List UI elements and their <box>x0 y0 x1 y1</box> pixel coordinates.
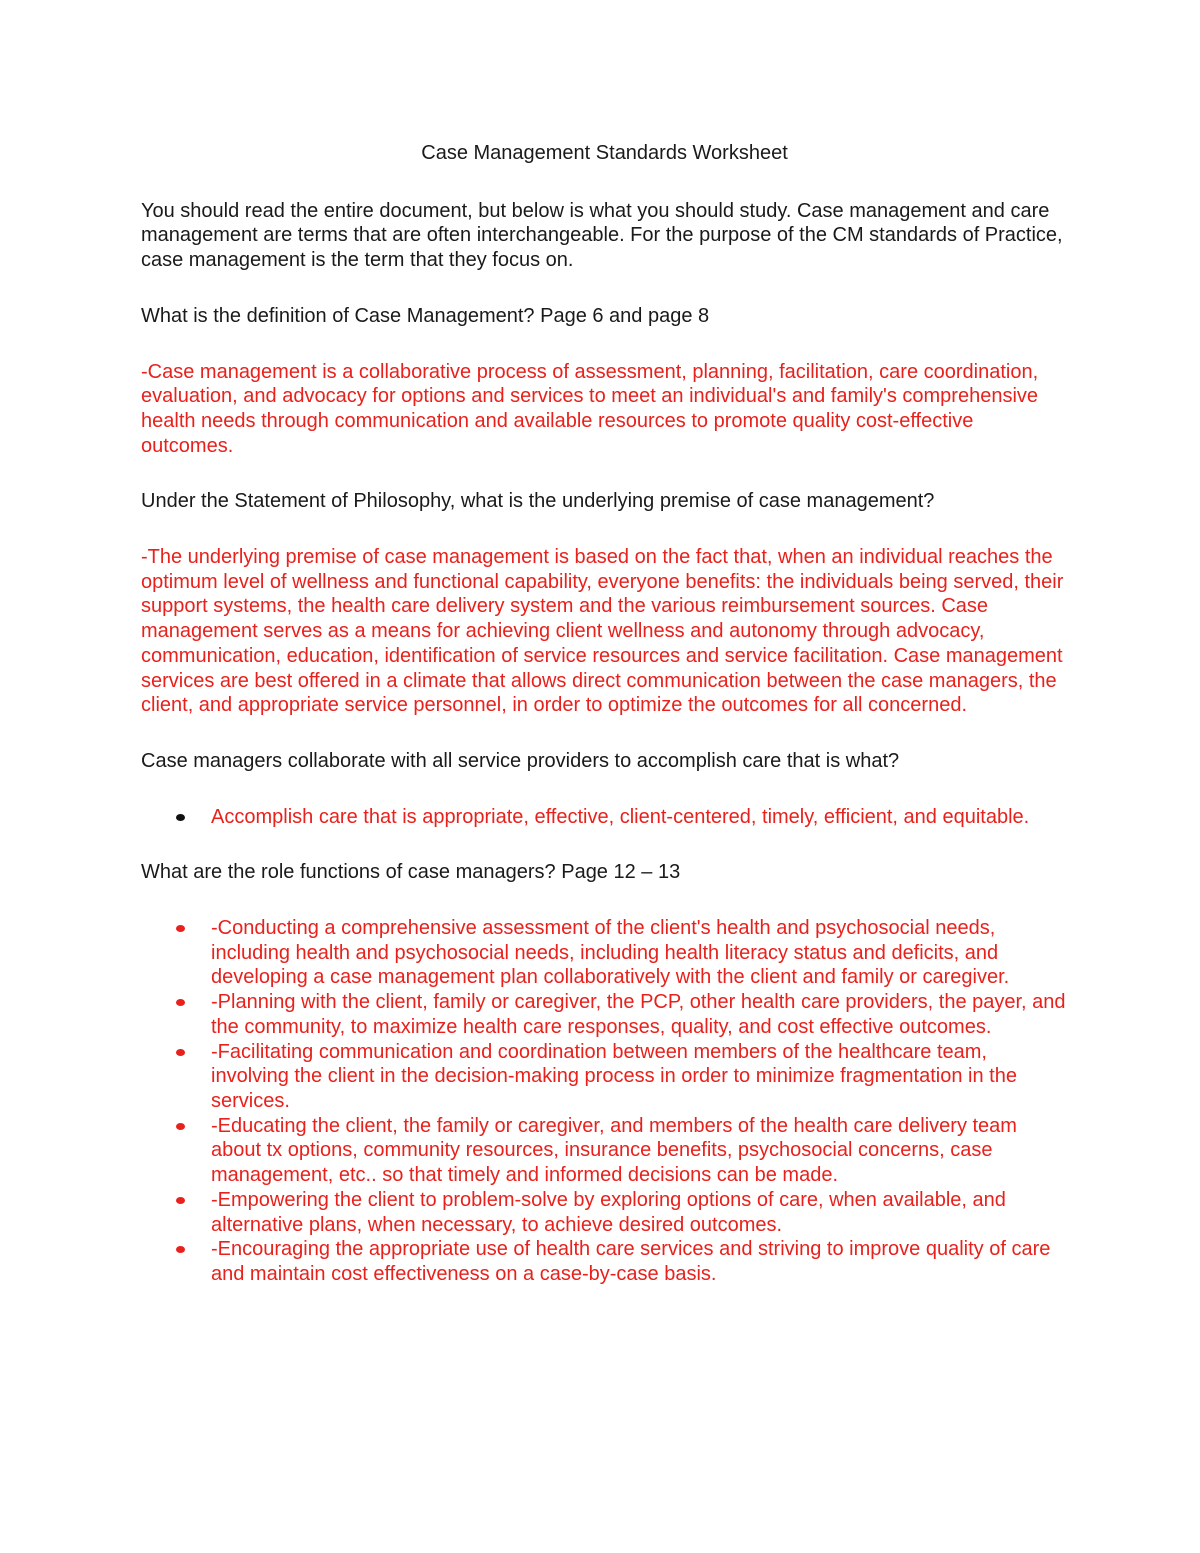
bullet-icon <box>176 1123 185 1130</box>
bullet-icon <box>176 1197 185 1204</box>
list-item <box>211 1237 1068 1286</box>
list-item-text: -Facilitating communication and coordination between members of the healthcare team, involving the client in the decision-making process in order to minimize fragmentation in the services. <box>211 1040 1017 1112</box>
bullet-icon <box>176 999 185 1006</box>
answer-1: -Case management is a collaborative process of assessment, planning, facilitation, care coordination, evaluation, and advocacy for options and services to meet an individual's and family's comprehensive health needs through communication and available resources to promote quality cost-effective outcomes. <box>141 360 1039 457</box>
question-4: What are the role functions of case managers? Page 12 – 13 <box>141 861 681 884</box>
list-item <box>211 916 1068 990</box>
bullet-icon <box>176 1049 185 1056</box>
document-title: Case Management Standards Worksheet <box>421 142 788 164</box>
bullet-icon <box>176 1246 185 1253</box>
question-1: What is the definition of Case Management? Page 6 and page 8 <box>141 304 710 327</box>
list-item <box>211 990 1068 1039</box>
list-item-text: Accomplish care that is appropriate, effective, client-centered, timely, efficient, and equitable. <box>211 805 1030 828</box>
question-2: Under the Statement of Philosophy, what is the underlying premise of case management? <box>141 490 935 513</box>
list-item-text: -Empowering the client to problem-solve by exploring options of care, when available, and alternative plans, when necessary, to achieve desired outcomes. <box>211 1188 1006 1236</box>
list-item-text: -Conducting a comprehensive assessment of the client's health and psychosocial needs, including health and psychosocial needs, including health literacy status and deficits, and developing a case management plan collaboratively with the client and family or caregiver. <box>211 917 1010 989</box>
answer-3-list <box>141 805 1068 830</box>
list-item-text: -Encouraging the appropriate use of health care services and striving to improve quality of care and maintain cost effectiveness on a case-by-case basis. <box>211 1238 1051 1285</box>
list-item <box>211 1040 1068 1114</box>
list-item-text: -Planning with the client, family or caregiver, the PCP, other health care providers, the payer, and the community, to maximize health care responses, quality, and cost effective outcomes. <box>211 991 1066 1038</box>
answer-4-list <box>141 916 1068 1287</box>
list-item-text: -Educating the client, the family or caregiver, and members of the health care delivery team about tx options, community resources, insurance benefits, psychosocial concerns, case management, etc.. so that timely and informed decisions can be made. <box>211 1114 1017 1187</box>
bullet-icon <box>176 925 185 932</box>
list-item <box>211 1188 1068 1237</box>
question-3: Case managers collaborate with all service providers to accomplish care that is what? <box>141 749 900 772</box>
bullet-icon <box>176 814 185 821</box>
answer-2: -The underlying premise of case management is based on the fact that, when an individual reaches the optimum level of wellness and functional capability, everyone benefits: the individuals being served, their support systems, the health care delivery system and the various reimbursement sources. Case management serves as a means for achieving client wellness and autonomy through advocacy, communication, education, identification of service resources and service facilitation. Case management services are best offered in a climate that allows direct communication between the case managers, the client, and appropriate service personnel, in order to optimize the outcomes for all concerned. <box>141 546 1064 717</box>
list-item <box>211 805 1068 830</box>
list-item <box>211 1114 1068 1188</box>
intro-paragraph: You should read the entire document, but below is what you should study. Case management and care management are terms that are often interchangeable. For the purpose of the CM standards of Practice, case management is the term that they focus on. <box>141 199 1063 272</box>
